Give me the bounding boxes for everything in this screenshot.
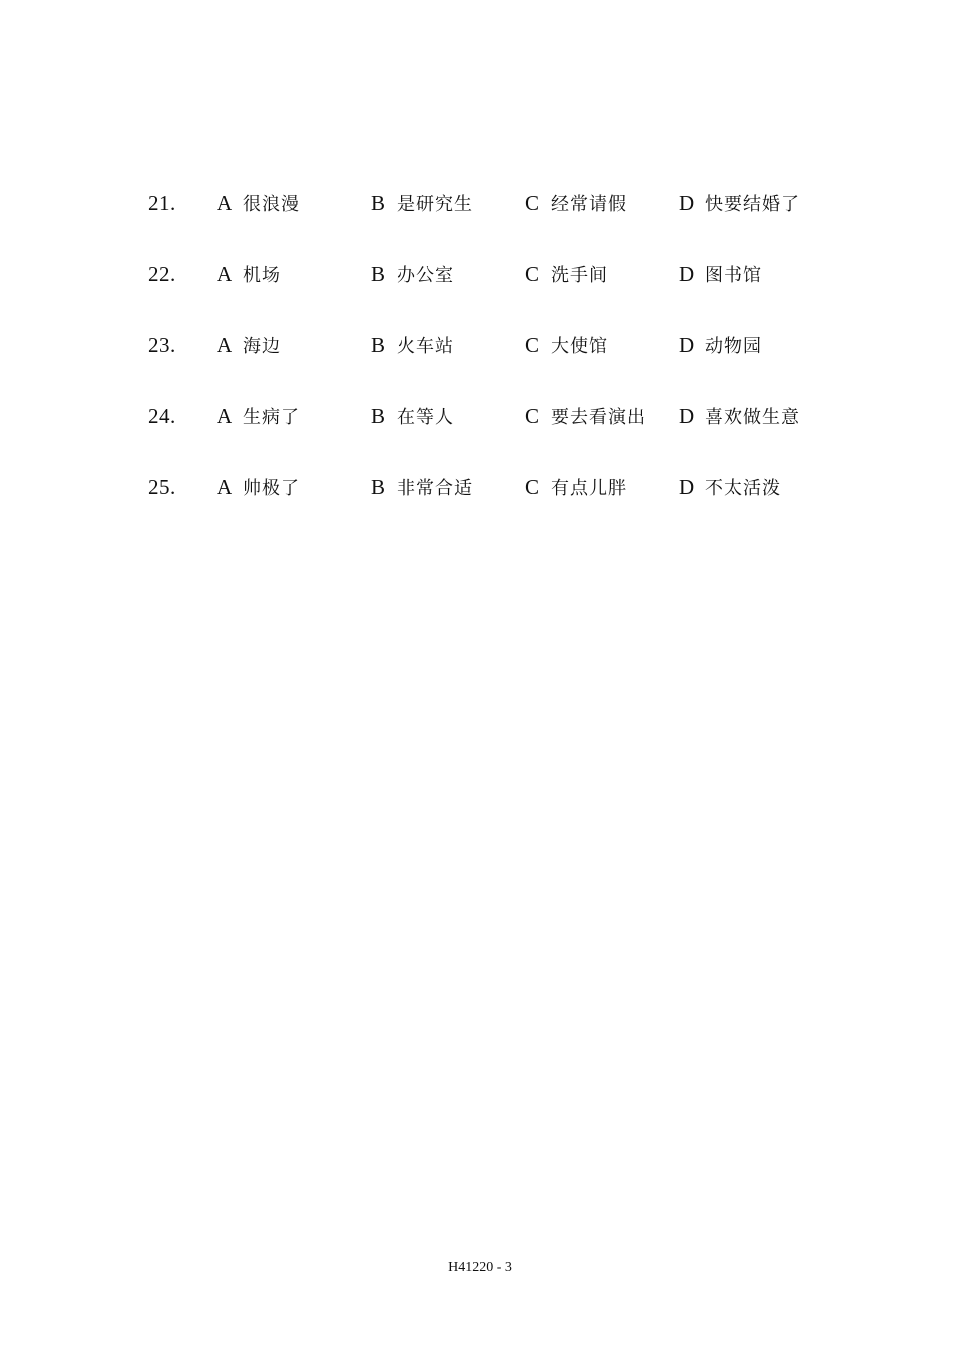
option-text: 喜欢做生意 [705, 407, 800, 428]
option-text: 大使馆 [551, 336, 608, 357]
question-25 [0, 467, 960, 507]
option-text: 快要结婚了 [705, 194, 800, 215]
option-d [679, 254, 762, 294]
option-b [371, 254, 454, 294]
option-letter: D [679, 262, 695, 286]
option-c [525, 183, 627, 223]
option-letter: C [525, 475, 540, 499]
question-number: 22. [148, 262, 176, 286]
page-number-label: H41220 - 3 [448, 1260, 512, 1275]
option-b [371, 183, 473, 223]
option-text: 很浪漫 [243, 194, 300, 215]
option-a [217, 396, 300, 436]
option-letter: A [217, 475, 233, 499]
option-letter: B [371, 191, 386, 215]
option-text: 海边 [243, 336, 281, 357]
option-text: 是研究生 [397, 194, 473, 215]
option-text: 办公室 [397, 265, 454, 286]
option-letter: D [679, 191, 695, 215]
option-a [217, 254, 281, 294]
option-text: 非常合适 [397, 478, 473, 499]
question-number: 21. [148, 191, 176, 215]
option-text: 在等人 [397, 407, 454, 428]
question-22 [0, 254, 960, 294]
question-23 [0, 325, 960, 365]
option-letter: D [679, 475, 695, 499]
option-c [525, 396, 646, 436]
option-d [679, 396, 800, 436]
option-a [217, 325, 281, 365]
option-letter: C [525, 262, 540, 286]
option-letter: A [217, 404, 233, 428]
option-text: 机场 [243, 265, 281, 286]
option-d [679, 183, 800, 223]
page-footer [0, 1260, 960, 1276]
option-d [679, 325, 762, 365]
option-b [371, 325, 454, 365]
option-letter: B [371, 333, 386, 357]
option-letter: A [217, 262, 233, 286]
option-letter: B [371, 475, 386, 499]
question-number: 24. [148, 404, 176, 428]
option-b [371, 467, 473, 507]
option-text: 帅极了 [243, 478, 300, 499]
option-text: 洗手间 [551, 265, 608, 286]
option-text: 生病了 [243, 407, 300, 428]
option-d [679, 467, 781, 507]
option-c [525, 325, 608, 365]
option-letter: A [217, 191, 233, 215]
question-number: 23. [148, 333, 176, 357]
option-text: 动物园 [705, 336, 762, 357]
option-letter: A [217, 333, 233, 357]
option-letter: C [525, 404, 540, 428]
option-letter: C [525, 191, 540, 215]
question-24 [0, 396, 960, 436]
option-letter: B [371, 404, 386, 428]
question-21 [0, 183, 960, 223]
option-text: 经常请假 [551, 194, 627, 215]
option-c [525, 254, 608, 294]
option-c [525, 467, 627, 507]
option-a [217, 467, 300, 507]
question-number: 25. [148, 475, 176, 499]
option-text: 图书馆 [705, 265, 762, 286]
option-text: 不太活泼 [705, 478, 781, 499]
option-text: 火车站 [397, 336, 454, 357]
option-letter: D [679, 404, 695, 428]
option-b [371, 396, 454, 436]
option-text: 有点儿胖 [551, 478, 627, 499]
option-letter: B [371, 262, 386, 286]
option-letter: D [679, 333, 695, 357]
option-text: 要去看演出 [551, 407, 646, 428]
option-a [217, 183, 300, 223]
option-letter: C [525, 333, 540, 357]
